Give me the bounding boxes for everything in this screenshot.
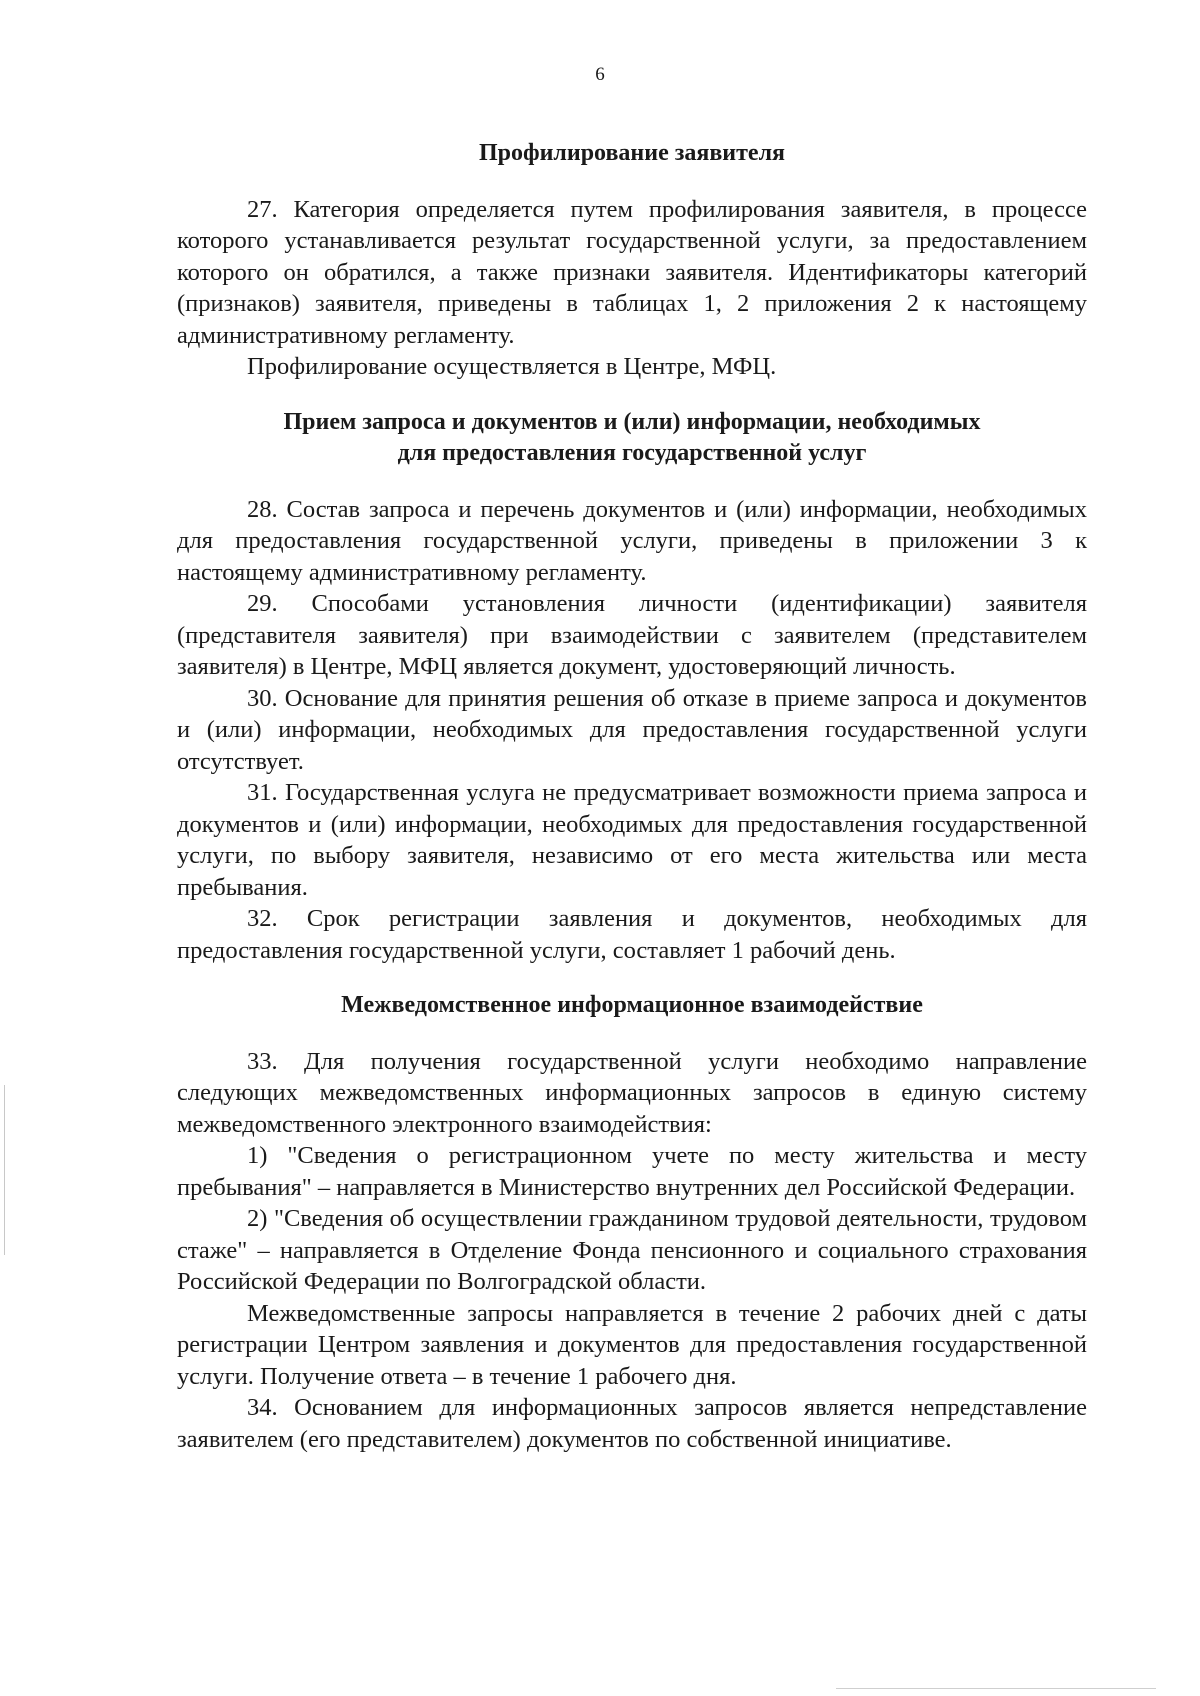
paragraph-request-timing: Межведомственные запросы направляется в течение 2 рабочих дней с даты регистрации Центром заявления и документов для предоставления государственной услуги. Получение ответа – в течение 1 рабочего дня. [177,1299,1087,1390]
paragraph-33-item-1: 1) "Сведения о регистрационном учете по месту жительства и месту пребывания" – направляется в Министерство внутренних дел Российской Федерации. [177,1142,1087,1201]
paragraph-29: 29. Способами установления личности (идентификации) заявителя (представителя заявителя) при взаимодействии с заявителем (представителем заявителя) в Центре, МФЦ является документ, удостоверяющий личность. [177,590,1087,680]
paragraph-27: 27. Категория определяется путем профилирования заявителя, в процессе которого устанавливается результат государственной услуги, за предоставлением которого он обратился, а также признаки заявителя. Идентификаторы категорий (признаков) заявителя, приведены в таблицах 1, 2 приложения 2 к настоящему административному регламенту. [177,195,1087,349]
paragraph-33: 33. Для получения государственной услуги необходимо направление следующих межведомственных информационных запросов в единую систему межведомственного электронного взаимодействия: [177,1047,1087,1138]
paragraph-28: 28. Состав запроса и перечень документов и (или) информации, необходимых для предоставления государственной услуги, приведены в приложении 3 к настоящему административному регламенту. [177,495,1087,586]
paragraph-30: 30. Основание для принятия решения об отказе в приеме запроса и документов и (или) информации, необходимых для предоставления государственной услуги отсутствует. [177,684,1087,775]
paragraph-32: 32. Срок регистрации заявления и документов, необходимых для предоставления государственной услуги, составляет 1 рабочий день. [177,905,1087,964]
scan-edge-mark [4,1085,5,1255]
paragraph-33-item-2: 2) "Сведения об осуществлении гражданином трудовой деятельности, трудовом стаже" – направляется в Отделение Фонда пенсионного и социального страхования Российской Федерации по Волгоградской области. [177,1205,1087,1295]
scan-edge-mark-bottom [836,1688,1156,1689]
paragraph-34: 34. Основанием для информационных запросов является непредставление заявителем (его представителем) документов по собственной инициативе. [177,1394,1087,1453]
section-heading-profiling: Профилирование заявителя [478,140,786,166]
section-heading-request-reception: Прием запроса и документов и (или) информации, необходимых для предоставления государственной услуг [283,408,981,466]
section-heading-interagency: Межведомственное информационное взаимодействие [341,992,923,1018]
paragraph-31: 31. Государственная услуга не предусматривает возможности приема запроса и документов и (или) информации, необходимых для предоставления государственной услуги, по выбору заявителя, независимо от его места жительства или места пребывания. [177,779,1087,901]
document-body [177,138,1087,1455]
page-number: 6 [595,64,605,85]
paragraph-profiling-location: Профилирование осуществляется в Центре, МФЦ. [247,353,777,380]
